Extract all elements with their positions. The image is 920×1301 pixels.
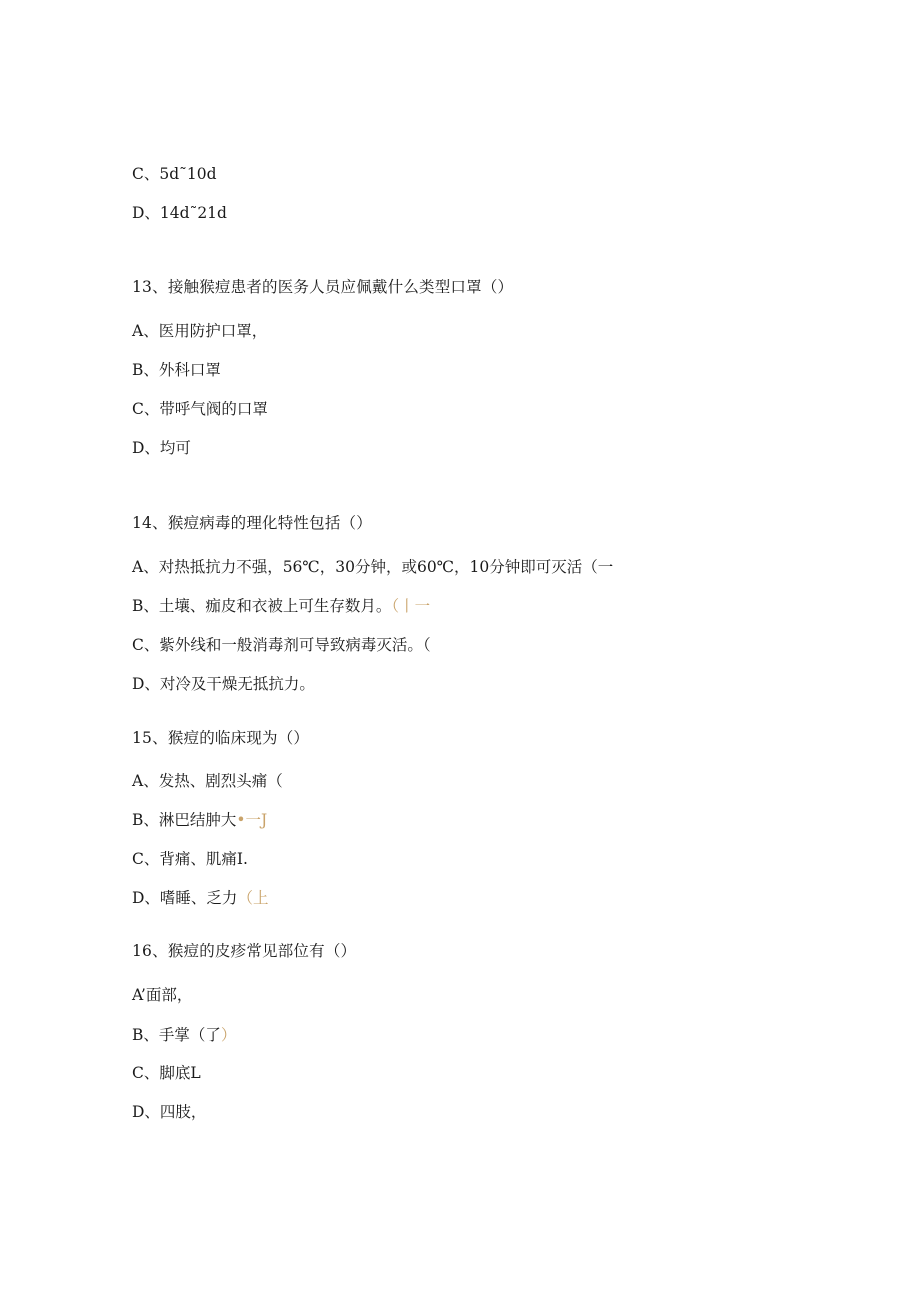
q12-option-d: D、14d˜21d (132, 204, 227, 222)
q15-option-b-text: B、淋巴结肿大 (132, 811, 237, 829)
q14-option-d: D、对冷及干燥无抵抗力。 (132, 675, 315, 693)
q15-option-d (132, 888, 268, 908)
q15-option-c: C、背痛、肌痛I. (132, 850, 248, 868)
q14-option-c: C、紫外线和一般消毒剂可导致病毒灭活。（ (132, 636, 431, 654)
q16-option-b-mark: ） (220, 1026, 237, 1044)
q16-option-d: D、四肢， (132, 1103, 207, 1121)
q15-option-b-mark: •一J (236, 811, 268, 829)
q16-option-b (132, 1025, 236, 1045)
q13-option-c: C、带呼气阀的口罩 (132, 400, 268, 418)
q14-stem: 14、猴痘病毒的理化特性包括（） (132, 514, 372, 532)
q15-option-d-text: D、嗜睡、乏力 (132, 889, 238, 907)
q13-stem: 13、接触猴痘患者的医务人员应佩戴什么类型口罩（） (132, 278, 514, 296)
q13-option-d: D、均可 (132, 439, 191, 457)
q14-option-b-text: B、土壤、痂皮和衣被上可生存数月。 (132, 597, 392, 615)
q16-option-c: C、脚底L (132, 1064, 201, 1082)
q16-stem: 16、猴痘的皮疹常见部位有（） (132, 942, 357, 960)
q15-stem: 15、猴痘的临床现为（） (132, 729, 310, 747)
q13-option-a: A、医用防护口罩， (132, 322, 268, 340)
q13-option-b: B、外科口罩 (132, 361, 221, 379)
q16-option-b-text: B、手掌（了 (132, 1026, 221, 1044)
q14-option-b-mark: （丨一 (391, 597, 431, 615)
q15-option-b (132, 810, 267, 830)
q15-option-d-mark: （上 (237, 889, 269, 907)
q12-option-c: C、5d˜10d (132, 165, 217, 183)
q14-option-a: A、对热抵抗力不强，56℃，30分钟，或60℃，10分钟即可灭活（一 (132, 558, 614, 576)
q14-option-b (132, 596, 430, 616)
q16-option-a: A’面部， (132, 986, 193, 1004)
q15-option-a: A、发热、剧烈头痛（ (132, 772, 283, 790)
